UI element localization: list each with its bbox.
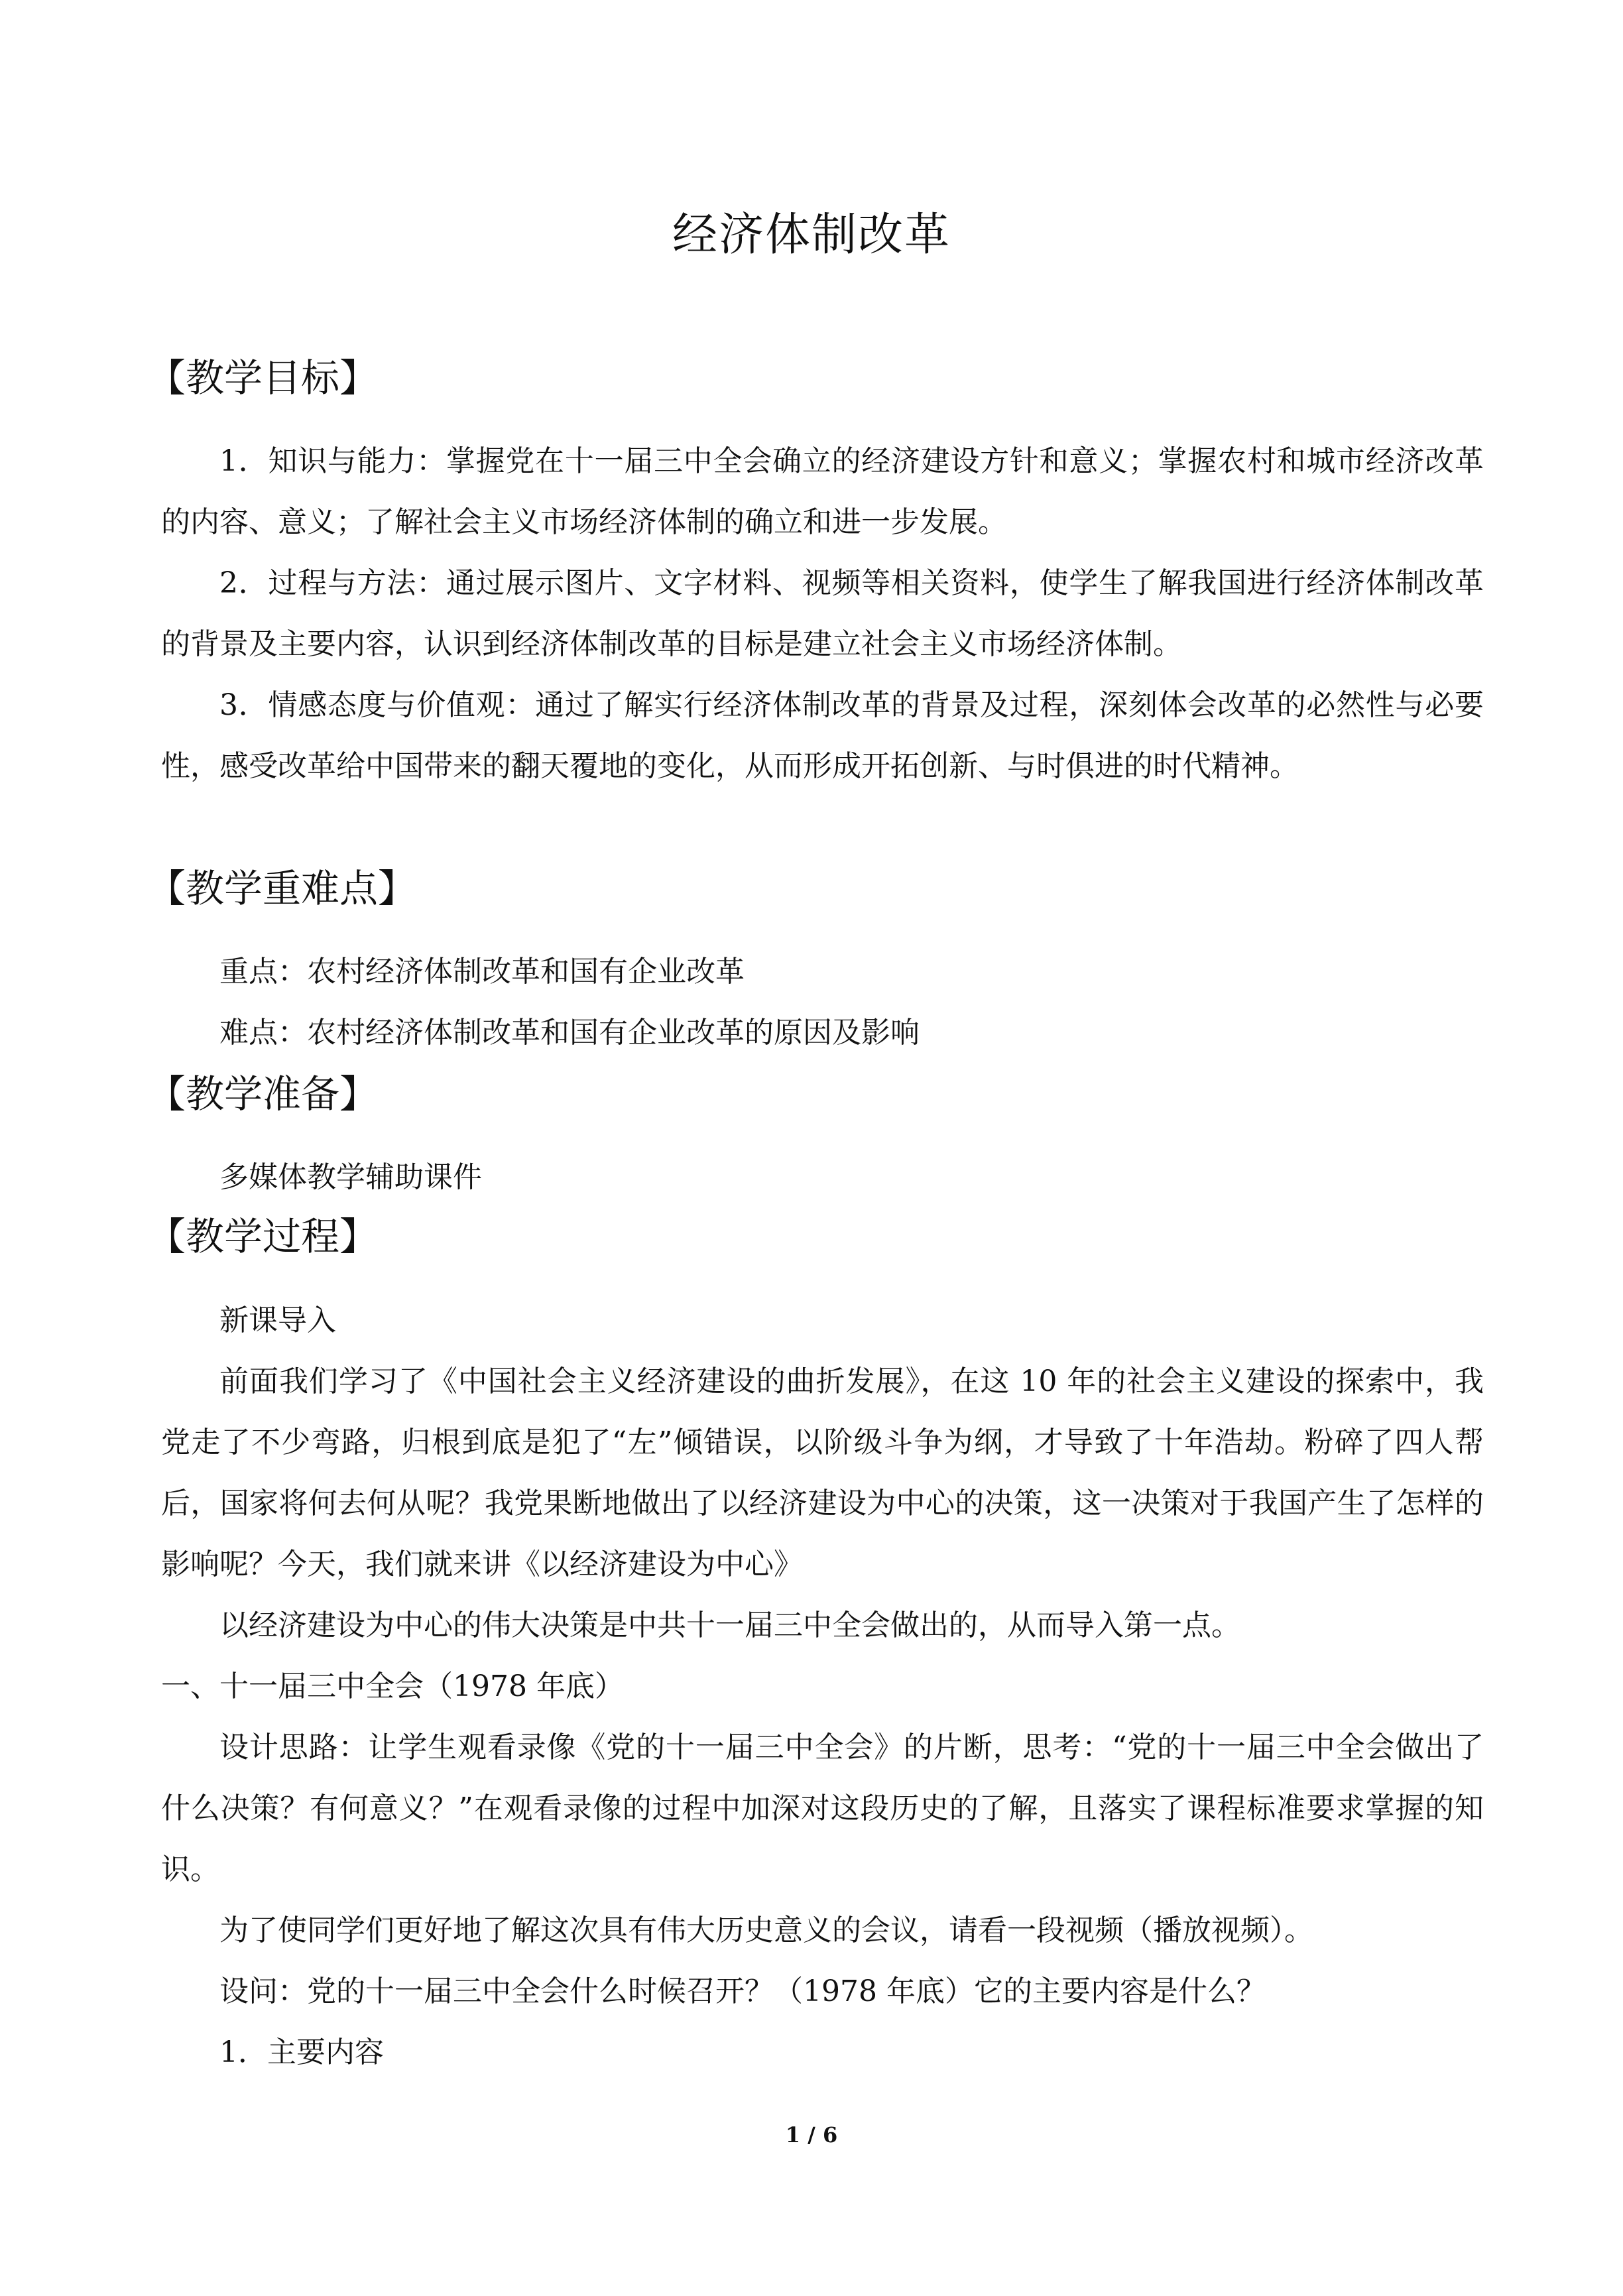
page-title: 经济体制改革 xyxy=(672,209,951,261)
lead-in-line: 以经济建设为中心的伟大决策是中共十一届三中全会做出的，从而导入第一点。 xyxy=(219,1608,1240,1642)
part1-title: 一、十一届三中全会（1978 年底） xyxy=(161,1669,624,1703)
video-line: 为了使同学们更好地了解这次具有伟大历史意义的会议，请看一段视频（播放视频）。 xyxy=(219,1913,1313,1947)
question-line: 设问：党的十一届三中全会什么时候召开？（1978 年底）它的主要内容是什么？ xyxy=(219,1974,1266,2008)
design-paragraph: 设计思路：让学生观看录像《党的十一届三中全会》的片断，思考：“党的十一届三中全会做出了什么决策？有何意义？”在观看录像的过程中加深对这段历史的了解，且落实了课程标准要求掌握的知识。 xyxy=(161,1730,1484,1886)
heading-key-points: 【教学重难点】 xyxy=(147,866,417,911)
heading-objectives: 【教学目标】 xyxy=(147,355,379,400)
difficulty-line: 难点：农村经济体制改革和国有企业改革的原因及影响 xyxy=(219,1016,920,1050)
main-content-label: 1．主要内容 xyxy=(219,2035,384,2069)
objective-item-3: 3．情感态度与价值观：通过了解实行经济体制改革的背景及过程，深刻体会改革的必然性与必要性，感受改革给中国带来的翻天覆地的变化，从而形成开拓创新、与时俱进的时代精神。 xyxy=(161,688,1484,783)
intro-paragraph: 前面我们学习了《中国社会主义经济建设的曲折发展》，在这 10 年的社会主义建设的探索中，我党走了不少弯路，归根到底是犯了“左”倾错误，以阶级斗争为纲，才导致了十年浩劫。粉碎了四人帮后，国家将何去何从呢？我党果断地做出了以经济建设为中心的决策，这一决策对于我国产生了怎样的影响呢？今天，我们就来讲《以经济建设为中心》 xyxy=(161,1364,1484,1581)
intro-label: 新课导入 xyxy=(219,1303,336,1337)
objective-item-1: 1．知识与能力：掌握党在十一届三中全会确立的经济建设方针和意义；掌握农村和城市经济改革的内容、意义；了解社会主义市场经济体制的确立和进一步发展。 xyxy=(161,444,1484,539)
objective-item-2: 2．过程与方法：通过展示图片、文字材料、视频等相关资料，使学生了解我国进行经济体制改革的背景及主要内容，认识到经济体制改革的目标是建立社会主义市场经济体制。 xyxy=(161,566,1484,661)
preparation-text: 多媒体教学辅助课件 xyxy=(219,1160,482,1194)
heading-process: 【教学过程】 xyxy=(147,1214,379,1259)
focus-line: 重点：农村经济体制改革和国有企业改革 xyxy=(219,955,745,989)
page-number: 1 / 6 xyxy=(785,2122,838,2147)
heading-preparation: 【教学准备】 xyxy=(147,1071,379,1117)
